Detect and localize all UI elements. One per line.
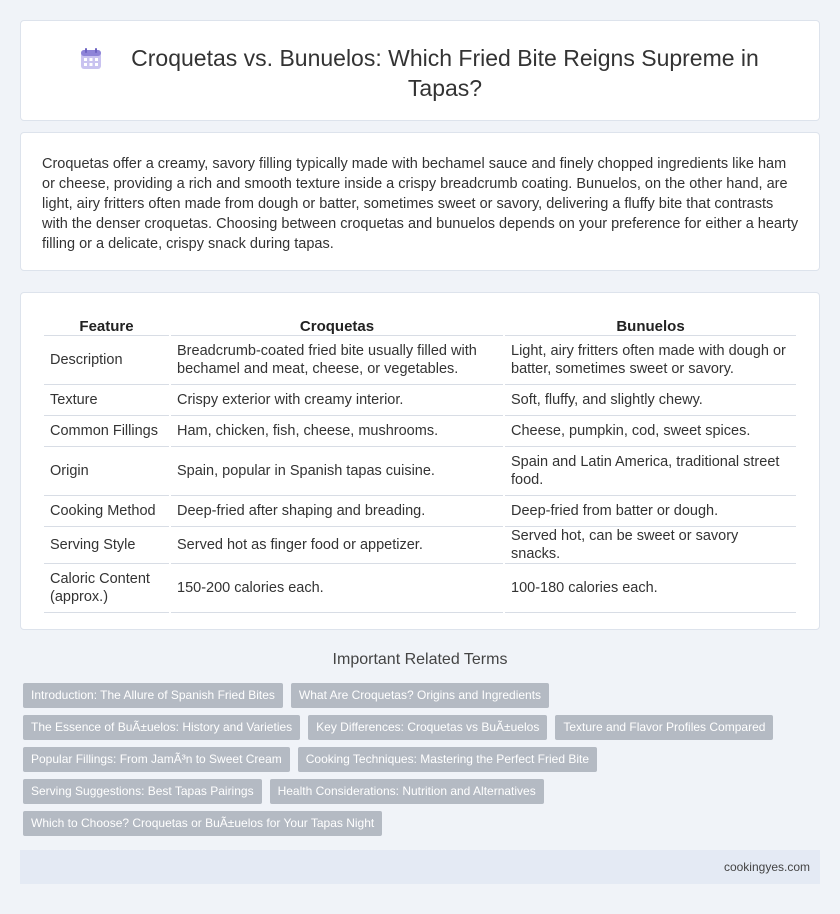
table-row bbox=[44, 564, 796, 613]
table-cell-feature: Caloric Content (approx.) bbox=[44, 564, 169, 613]
table-cell-croquetas: Served hot as finger food or appetizer. bbox=[171, 527, 503, 564]
table-cell-bunuelos: Soft, fluffy, and slightly chewy. bbox=[505, 385, 796, 416]
table-cell-bunuelos: Spain and Latin America, traditional street food. bbox=[505, 447, 796, 496]
related-term-tag[interactable]: What Are Croquetas? Origins and Ingredients bbox=[291, 683, 549, 708]
table-cell-bunuelos: Cheese, pumpkin, cod, sweet spices. bbox=[505, 416, 796, 447]
related-term-tag[interactable]: The Essence of BuÃ±uelos: History and Varieties bbox=[23, 715, 300, 740]
related-term-tag[interactable]: Texture and Flavor Profiles Compared bbox=[555, 715, 773, 740]
table-row bbox=[44, 447, 796, 496]
column-header-feature: Feature bbox=[44, 315, 169, 336]
intro-paragraph: Croquetas offer a creamy, savory filling typically made with bechamel sauce and finely chopped ingredients like ham or cheese, providing a rich and smooth texture inside a crispy breadcrumb coating. Bunuelos, on the other hand, are light, airy fritters often made from dough or batter, sometimes sweet or savory, delivering a fluffy bite that contrasts with the denser croquetas. Choosing between croquetas and bunuelos depends on your preference for either a hearty filling or a delicate, crispy snack during tapas. bbox=[42, 156, 799, 252]
table-row bbox=[44, 527, 796, 564]
table-cell-croquetas: Breadcrumb-coated fried bite usually filled with bechamel and meat, cheese, or vegetables. bbox=[171, 336, 503, 385]
table-cell-feature: Common Fillings bbox=[44, 416, 169, 447]
table-cell-croquetas: 150-200 calories each. bbox=[171, 564, 503, 613]
table-cell-bunuelos: Light, airy fritters often made with dough or batter, sometimes sweet or savory. bbox=[505, 336, 796, 385]
table-cell-croquetas: Deep-fried after shaping and breading. bbox=[171, 496, 503, 527]
table-row bbox=[44, 336, 796, 385]
related-term-tag[interactable]: Key Differences: Croquetas vs BuÃ±uelos bbox=[308, 715, 547, 740]
related-term-tag[interactable]: Cooking Techniques: Mastering the Perfect Fried Bite bbox=[298, 747, 597, 772]
table-row bbox=[44, 416, 796, 447]
column-header-croquetas: Croquetas bbox=[171, 315, 503, 336]
table-cell-croquetas: Ham, chicken, fish, cheese, mushrooms. bbox=[171, 416, 503, 447]
table-cell-feature: Serving Style bbox=[44, 527, 169, 564]
related-term-tag[interactable]: Which to Choose? Croquetas or BuÃ±uelos for Your Tapas Night bbox=[23, 811, 382, 836]
table-cell-bunuelos: Served hot, can be sweet or savory snacks. bbox=[505, 527, 796, 564]
table-cell-feature: Texture bbox=[44, 385, 169, 416]
title-card bbox=[20, 20, 820, 121]
page-title: Croquetas vs. Bunuelos: Which Fried Bite Reigns Supreme in Tapas? bbox=[131, 45, 759, 101]
related-term-tag[interactable]: Health Considerations: Nutrition and Alternatives bbox=[270, 779, 544, 804]
table-cell-croquetas: Spain, popular in Spanish tapas cuisine. bbox=[171, 447, 503, 496]
related-term-tag[interactable]: Introduction: The Allure of Spanish Fried Bites bbox=[23, 683, 283, 708]
table-row bbox=[44, 496, 796, 527]
footer-site-name[interactable]: cookingyes.com bbox=[723, 860, 810, 874]
intro-card bbox=[20, 132, 820, 271]
table-cell-feature: Origin bbox=[44, 447, 169, 496]
table-cell-feature: Description bbox=[44, 336, 169, 385]
related-terms-list bbox=[23, 683, 783, 843]
footer bbox=[20, 850, 820, 884]
table-cell-croquetas: Crispy exterior with creamy interior. bbox=[171, 385, 503, 416]
comparison-table-card bbox=[20, 292, 820, 630]
column-header-bunuelos: Bunuelos bbox=[505, 315, 796, 336]
comparison-table bbox=[42, 315, 798, 613]
related-term-tag[interactable]: Serving Suggestions: Best Tapas Pairings bbox=[23, 779, 262, 804]
related-terms-heading: Important Related Terms bbox=[332, 651, 508, 668]
table-cell-feature: Cooking Method bbox=[44, 496, 169, 527]
table-cell-bunuelos: Deep-fried from batter or dough. bbox=[505, 496, 796, 527]
table-row bbox=[44, 385, 796, 416]
table-header-row bbox=[44, 315, 796, 336]
related-term-tag[interactable]: Popular Fillings: From JamÃ³n to Sweet Cream bbox=[23, 747, 290, 772]
table-cell-bunuelos: 100-180 calories each. bbox=[505, 564, 796, 613]
